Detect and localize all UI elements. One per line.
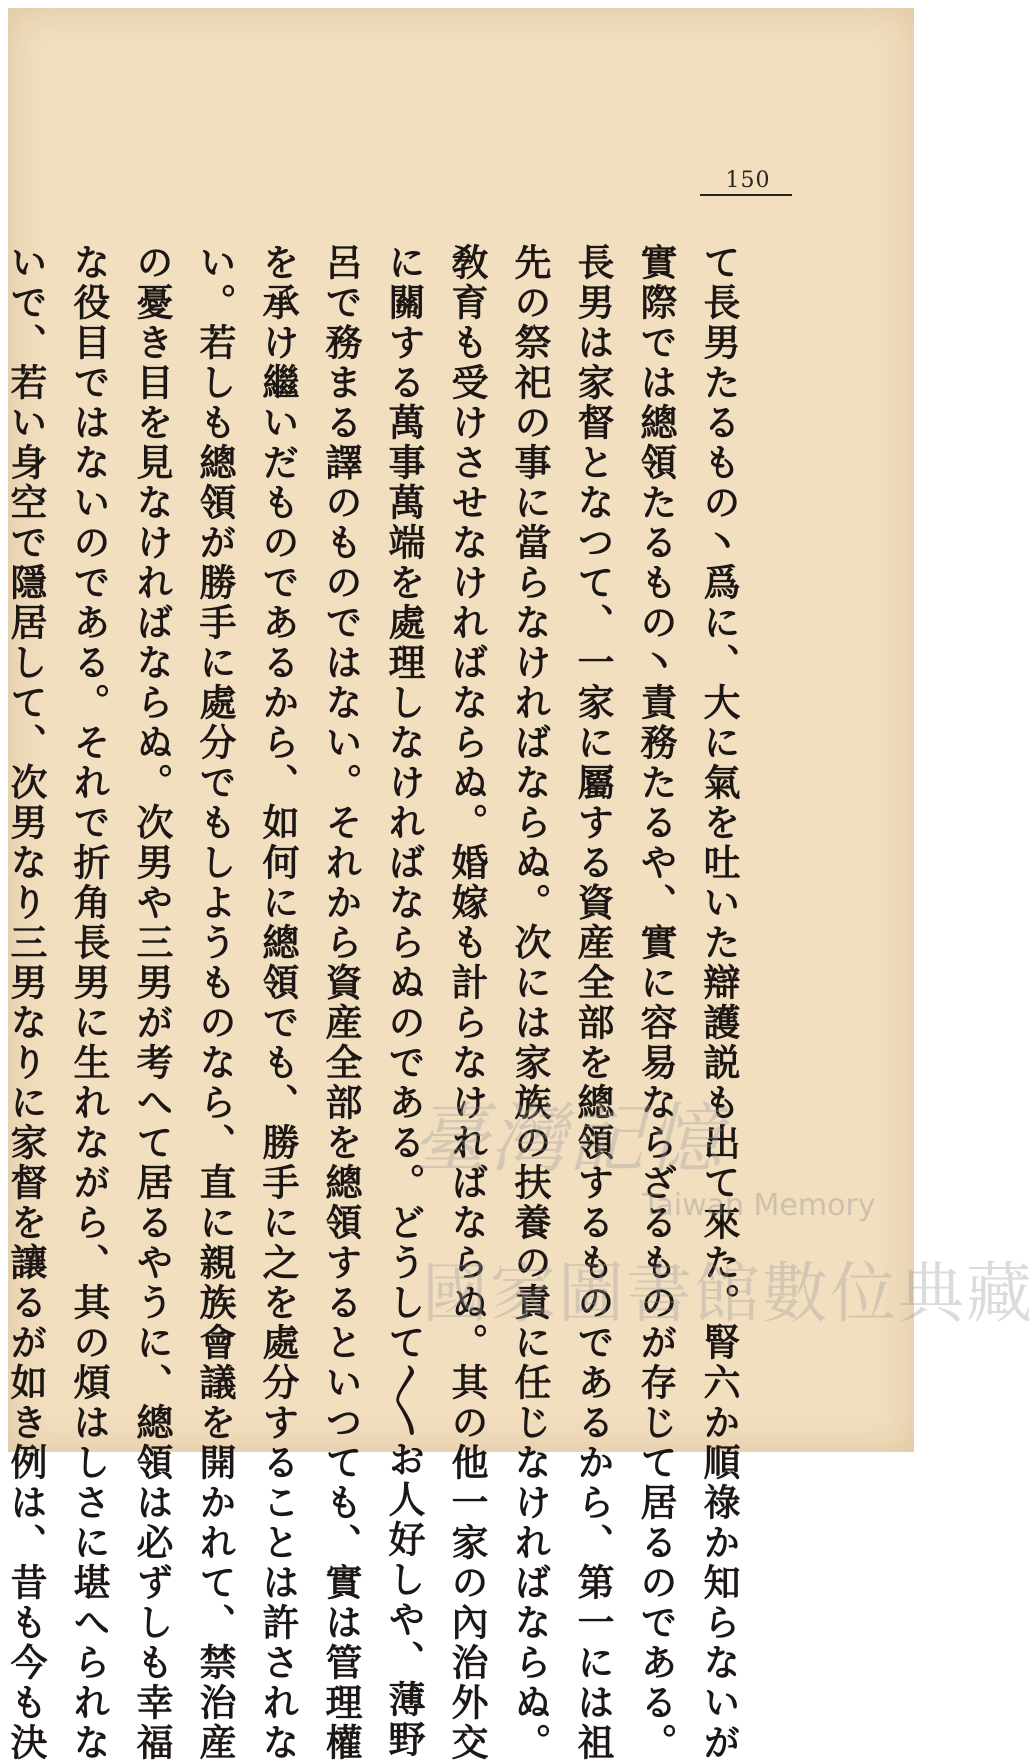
text-column-4: 先の祭祀の事に當らなければならぬ。次には家族の扶養の責に任じなければならぬ。: [508, 243, 552, 1763]
text-column-11: な役目ではないのである。それで折角長男に生れながら、其の煩はしさに堪へられな: [67, 243, 111, 1763]
text-column-1: て長男たるもの丶爲に、大に氣を吐いた辯護説も出て來た。腎六か順祿か知らないが: [697, 243, 741, 1763]
text-column-7: 呂で務まる譯のものではない。それから資産全部を總領するといつても、實は管理權: [319, 243, 363, 1763]
page-number-rule: [700, 194, 792, 196]
text-column-9: い。若しも總領が勝手に處分でもしようものなら、直に親族會議を開かれて、禁治産: [193, 243, 237, 1763]
watermark-subtitle: 國家圖書館數位典藏: [422, 1255, 1034, 1332]
page-number: 150: [725, 168, 771, 193]
text-column-12: いで、若い身空で隱居して、次男なり三男なりに家督を讓るが如き例は、昔も今も決: [4, 243, 48, 1763]
watermark-title: 臺灣記憶: [412, 1094, 724, 1183]
text-column-10: の憂き目を見なければならぬ。次男や三男が考へて居るやうに、總領は必ずしも幸福: [130, 243, 174, 1763]
text-column-5: 敎育も受けさせなければならぬ。婚嫁も計らなければならぬ。其の他一家の內治外交: [445, 243, 489, 1763]
vertical-body-text: [4, 243, 750, 1763]
text-column-3: 長男は家督となつて、一家に屬する資産全部を總領するものであるから、第一には祖: [571, 243, 615, 1763]
text-column-6: に關する萬事萬端を處理しなければならぬのである。どうして〳〵お人好しや、薄野: [382, 243, 426, 1760]
watermark-english: Taiwan Memory: [642, 1188, 876, 1223]
book-page: [4, 8, 1034, 1763]
text-column-2: 實際では總領たるもの丶責務たるや、實に容易ならざるものが存じて居るのである。: [634, 243, 678, 1763]
text-column-8: を承け繼いだものであるから、如何に總領でも、勝手に之を處分することは許されな: [256, 243, 300, 1763]
